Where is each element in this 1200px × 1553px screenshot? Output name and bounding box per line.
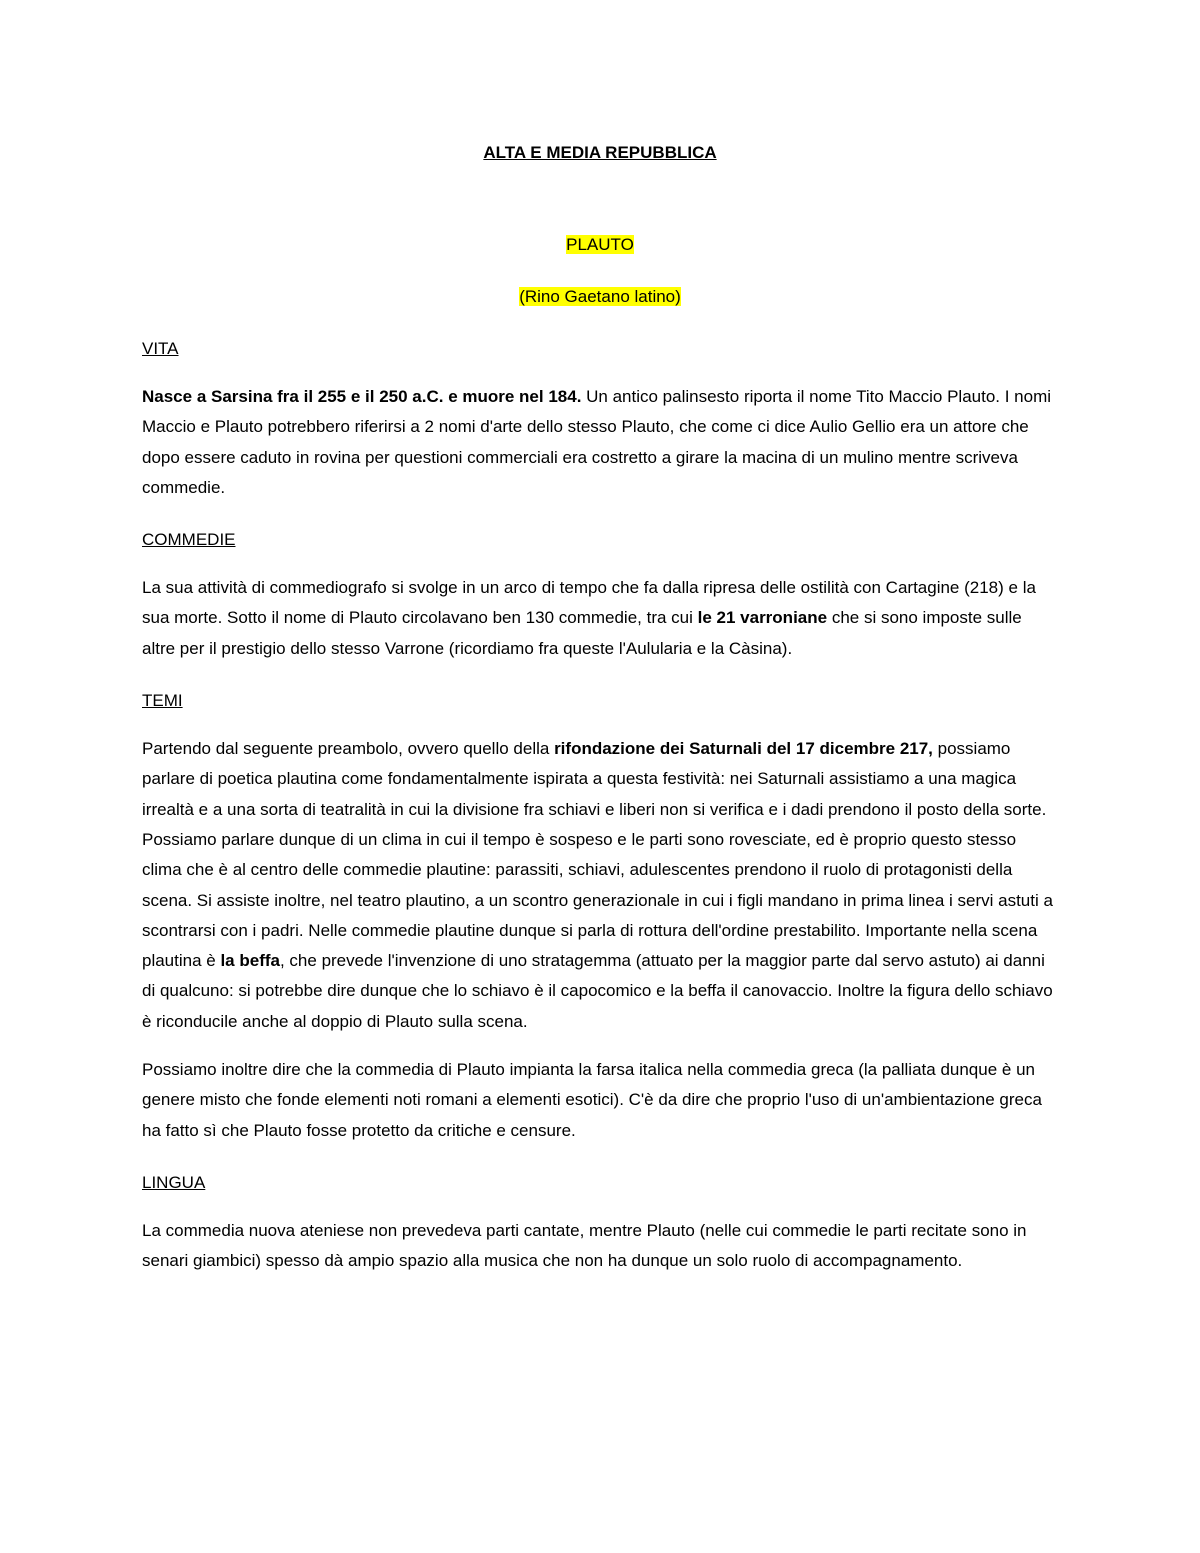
bold-text: le 21 varroniane	[697, 608, 828, 628]
bold-text: rifondazione dei Saturnali del 17 dicembre 217,	[554, 739, 933, 759]
paragraph-text: Possiamo inoltre dire che la commedia di Plauto impianta la farsa italica nella commedia greca (la palliata dunque è un genere misto che fonde elementi noti romani a elementi esotici). C'è da dire che proprio l'uso di un'ambientazione greca ha fatto sì che Plauto fosse protetto da critiche e censure.	[142, 1060, 1042, 1140]
paragraph-vita	[142, 382, 1058, 503]
paragraph-commedie	[142, 573, 1058, 664]
section-heading-temi: TEMI	[142, 691, 183, 711]
paragraph-text: La commedia nuova ateniese non prevedeva parti cantate, mentre Plauto (nelle cui commedie le parti recitate sono in senari giambici) spesso dà ampio spazio alla musica che non ha dunque un solo ruolo di accompagnamento.	[142, 1220, 1027, 1271]
paragraph-text: Partendo dal seguente preambolo, ovvero quello della	[142, 739, 555, 759]
bold-text: la beffa	[220, 951, 280, 971]
author-name: PLAUTO	[566, 235, 634, 254]
author-subtitle	[142, 282, 1058, 312]
paragraph-text: , che prevede l'invenzione di uno stratagemma (attuato per la maggior parte dal servo astuto) ai danni di qualcuno: si potrebbe dire dunque che lo schiavo è il capocomico e la beffa il canovaccio. Inoltre la figura dello schiavo è riconducile anche al doppio di Plauto sulla scena.	[142, 951, 1053, 1031]
paragraph-lingua	[142, 1216, 1058, 1277]
document-title: ALTA E MEDIA REPUBBLICA	[483, 143, 717, 162]
paragraph-temi-1	[142, 734, 1058, 1037]
section-heading-lingua: LINGUA	[142, 1172, 206, 1192]
section-heading-vita: VITA	[142, 339, 179, 358]
paragraph-text: possiamo parlare di poetica plautina come fondamentalmente ispirata a questa festività: nei Saturnali assistiamo a una magica irrealtà e a una sorta di teatralità in cui la divisione fra schiavi e liberi non si verifica e i dadi prendono il posto della sorte. Possiamo parlare dunque di un clima in cui il tempo è sospeso e le parti sono rovesciate, ed è proprio questo stesso clima che è al centro delle commedie plautine: parassiti, schiavi, adulescentes prendono il ruolo di protagonisti della scena. Si assiste inoltre, nel teatro plautino, a un scontro generazionale in cui i figli mandano in prima linea i servi astuti a scontrarsi con i padri. Nelle commedie plautine dunque si parla di rottura dell'ordine prestabilito. Importante nella scena plautina è	[142, 739, 1053, 971]
author-heading	[142, 230, 1058, 260]
paragraph-text: che si sono imposte sulle altre per il prestigio dello stesso Varrone (ricordiamo fra queste l'Aulularia e la Càsina).	[142, 608, 1022, 658]
paragraph-text: La sua attività di commediografo si svolge in un arco di tempo che fa dalla ripresa delle ostilità con Cartagine (218) e la sua morte. Sotto il nome di Plauto circolavano ben 130 commedie, tra cui	[142, 578, 1036, 628]
author-subtitle-text: (Rino Gaetano latino)	[519, 287, 681, 306]
bold-text: Nasce a Sarsina fra il 255 e il 250 a.C. e muore nel 184.	[142, 387, 582, 406]
section-heading-commedie: COMMEDIE	[142, 530, 236, 550]
paragraph-temi-2	[142, 1055, 1058, 1146]
paragraph-text: Un antico palinsesto riporta il nome Tito Maccio Plauto. I nomi Maccio e Plauto potrebbero riferirsi a 2 nomi d'arte dello stesso Plauto, che come ci dice Aulio Gellio era un attore che dopo essere caduto in rovina per questioni commerciali era costretto a girare la macina di un mulino mentre scriveva commedie.	[142, 387, 1052, 497]
